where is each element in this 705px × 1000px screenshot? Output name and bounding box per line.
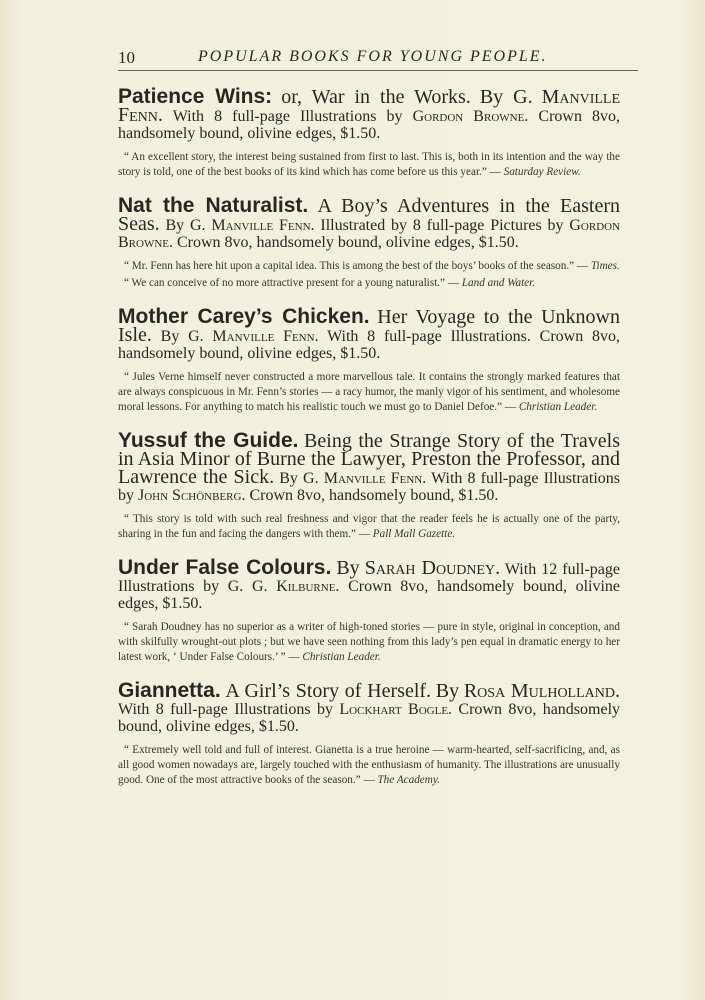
review-text: “ Jules Verne himself never constructed a more marvellous tale. It contains the strongly marked features that are always conspicuous in Mr. Fenn’s stories — a racy humor, the manly vigor of his sentiment, and wholesome moral lessons. For anything to match his realistic touch we must go to Daniel Defoe.” — — [118, 371, 620, 413]
entry-head — [118, 194, 621, 251]
book-subtitle: A Boy’s Adventures in the Eastern Seas. — [118, 195, 621, 235]
book-price: Crown 8vo, handsomely bound, $1.50. — [249, 487, 499, 504]
book-details: With 8 full-page Illustrations by — [172, 108, 403, 125]
book-title: Giannetta. — [118, 679, 221, 702]
author-by: By G. — [479, 86, 533, 108]
book-subtitle: or, War in the Works. — [281, 86, 471, 108]
illustrator-name: Gordon Browne. — [412, 108, 529, 125]
book-entry — [118, 429, 621, 542]
author-by: By G. — [279, 470, 319, 487]
review-source: Pall Mall Gazette. — [372, 528, 456, 540]
review-quote — [118, 620, 620, 665]
entry-head — [118, 305, 620, 362]
illustrator-name: John Schönberg. — [138, 487, 246, 504]
author-by: By — [336, 557, 360, 579]
review-text: “ Sarah Doudney has no superior as a writer of high-toned stories — pure in style, original in conception, and with skilfully wrought-out plots ; but we have seen nothing from this lady’s pen equal in dramatic energy to her latest work, ‘ Under False Colours.’ ” — — [118, 621, 620, 663]
book-details: With 8 full-page Illustrations. — [327, 328, 531, 345]
book-price: Crown 8vo, handsomely bound, olivine edges, $1.50. — [118, 328, 620, 362]
illustrator-name: Gordon Browne. — [118, 217, 621, 251]
author-name: Rosa Mulholland. — [463, 680, 620, 702]
entry-head — [118, 556, 621, 612]
book-title: Patience Wins: — [118, 85, 273, 108]
review-quote — [118, 150, 620, 180]
book-subtitle: Her Voyage to the Unknown Isle. — [118, 306, 620, 346]
author-name: Manville Fenn. — [212, 328, 319, 345]
book-price: Crown 8vo, handsomely bound, olivine edges, $1.50. — [118, 701, 621, 735]
book-entry — [118, 679, 621, 788]
book-entry — [118, 85, 621, 180]
book-entry — [118, 305, 620, 415]
entry-head — [118, 679, 621, 735]
review-source: Saturday Review. — [503, 166, 581, 178]
review-quote — [118, 512, 620, 542]
page-header — [118, 46, 638, 71]
book-entry — [118, 556, 621, 665]
book-title: Yussuf the Guide. — [118, 429, 299, 452]
review-source: Christian Leader. — [518, 401, 598, 413]
illustrator-name: Lockhart Bogle. — [339, 701, 453, 718]
review-quote — [118, 743, 620, 788]
review-text: “ An excellent story, the interest being sustained from first to last. This is, both in its intention and the way the story is told, one of the best books of its kind which has come before us this year.” — — [118, 151, 620, 178]
book-title: Mother Carey’s Chicken. — [118, 305, 370, 328]
book-price: Crown 8vo, handsomely bound, olivine edges, $1.50. — [118, 108, 621, 142]
page-number: 10 — [118, 48, 135, 67]
illustrator-name: Kilburne. — [276, 578, 340, 595]
book-entry — [118, 194, 621, 291]
author-by: By G. — [165, 217, 206, 234]
book-details: With 12 full-page Illustrations by G. G. — [118, 561, 621, 595]
review-quote — [118, 276, 620, 291]
author-name: Manville Fenn. — [118, 86, 621, 126]
author-name: Manville Fenn. — [211, 217, 315, 234]
review-source: Christian Leader. — [302, 651, 381, 663]
review-quote — [118, 259, 620, 274]
running-title: POPULAR BOOKS FOR YOUNG PEOPLE. — [198, 48, 548, 65]
author-name: Manville Fenn. — [323, 470, 427, 487]
review-source: The Academy. — [377, 774, 440, 786]
book-details: Illustrated by 8 full-page Pictures by — [320, 217, 564, 234]
book-price: Crown 8vo, handsomely bound, olivine edges, $1.50. — [177, 234, 519, 251]
book-price: Crown 8vo, handsomely bound, olivine edges, $1.50. — [118, 578, 621, 612]
book-details: With 8 full-page Illustrations by — [118, 470, 621, 504]
entry-head — [118, 429, 621, 504]
book-details: With 8 full-page Illustrations by — [118, 701, 334, 718]
book-subtitle: A Girl’s Story of Herself. — [225, 680, 432, 702]
author-by: By — [435, 680, 460, 702]
review-text: “ Extremely well told and full of interest. Gianetta is a true heroine — warm-hearted, self-sacrificing, and, as all good women nowadays are, largely touched with the enthusiasm of humanity. The illustrations are unusually good. One of the most attractive books of the season.” — — [118, 744, 620, 786]
review-text: “ This story is told with such real freshness and vigor that the reader feels he is actually one of the party, sharing in the fun and facing the dangers with them.” — — [118, 513, 620, 540]
review-source: Land and Water. — [461, 277, 536, 289]
book-title: Nat the Naturalist. — [118, 194, 309, 217]
book-subtitle: Being the Strange Story of the Travels in Asia Minor of Burne the Lawyer, Preston the Professor, and Lawrence the Sick. — [118, 430, 621, 488]
review-text: “ Mr. Fenn has here hit upon a capital idea. This is among the best of the boys’ books of the season.” — — [124, 260, 589, 272]
entry-head — [118, 85, 621, 142]
author-by: By G. — [160, 328, 204, 345]
review-source: Times. — [590, 260, 620, 272]
book-list — [118, 85, 621, 805]
review-quote — [118, 370, 620, 415]
book-title: Under False Colours. — [118, 556, 332, 579]
review-text: “ We can conceive of no more attractive present for a young naturalist.” — — [124, 277, 460, 289]
author-name: Sarah Doudney. — [364, 557, 501, 579]
